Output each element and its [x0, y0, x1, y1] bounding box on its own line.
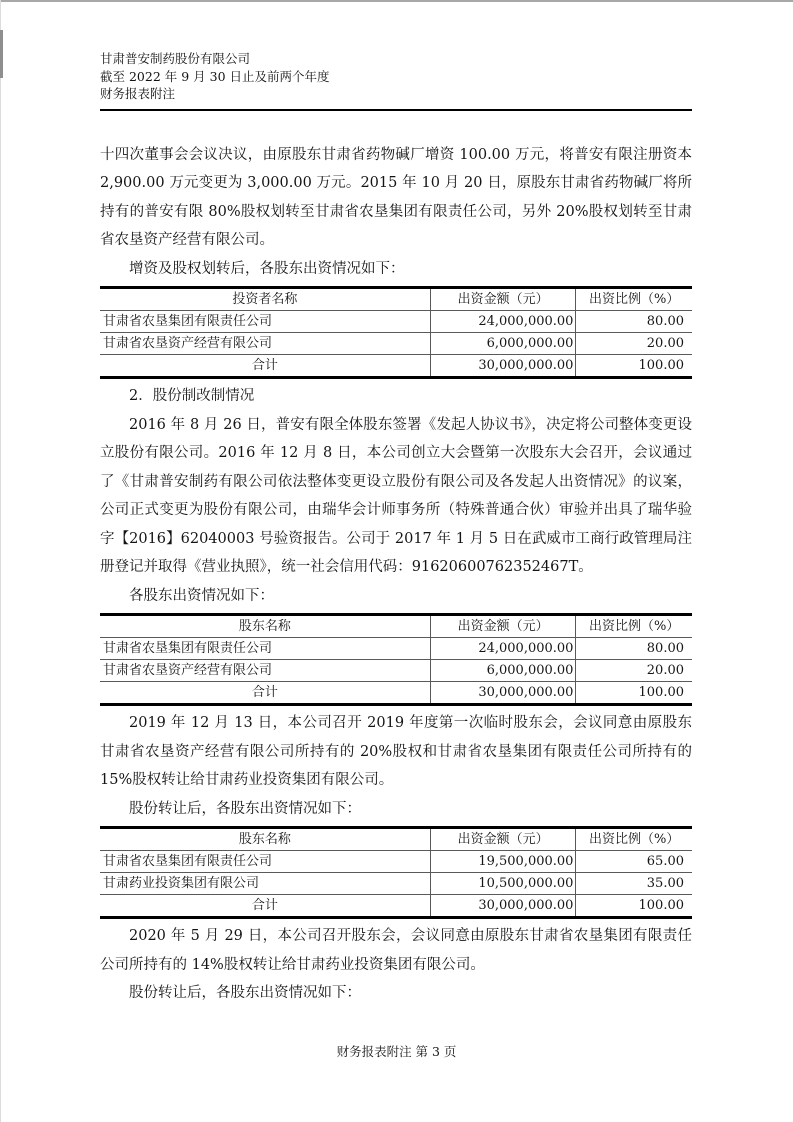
- contribution-ratio: 80.00: [576, 311, 692, 333]
- shareholders-table-1: [100, 286, 692, 379]
- document-body: [100, 141, 692, 1008]
- col-header-ratio: 出资比例（%）: [576, 828, 692, 851]
- shareholder-name: 甘肃省农垦集团有限责任公司: [100, 638, 430, 660]
- header-rule: [100, 109, 692, 111]
- intro-line-4: 股份转让后，各股东出资情况如下：: [129, 985, 361, 1001]
- total-label: 合计: [100, 682, 430, 705]
- contribution-amount: 10,500,000.00: [430, 873, 576, 895]
- total-amount: 30,000,000.00: [430, 355, 576, 378]
- contribution-ratio: 65.00: [576, 851, 692, 873]
- contribution-amount: 6,000,000.00: [430, 333, 576, 355]
- para-restructuring: 2016 年 8 月 26 日，普安有限全体股东签署《发起人协议书》，决定将公司整体变更设立股份有限公司。2016 年 12 月 8 日，本公司创立大会暨第一次股东大会召开，会议通过了《甘肃普安制药有限公司依法整体变更设立股份有限公司及各发起人出资情况》的议案，公司正式变更为股份有限公司，由瑞华会计师事务所（特殊普通合伙）审验并出具了瑞华验字【2016】62040003 号验资报告。公司于 2017 年 1 月 5 日在武威市工商行政管理局注册登记并取得《营业执照》，统一社会信用代码：91620600762352467T。: [100, 416, 692, 575]
- scan-left-edge-line: [0, 0, 1, 1122]
- page-footer: 财务报表附注 第 3 页: [336, 1044, 457, 1059]
- contribution-amount: 24,000,000.00: [430, 638, 576, 660]
- shareholders-table-2: [100, 613, 692, 706]
- total-label: 合计: [100, 355, 430, 378]
- table-row: [100, 333, 692, 355]
- col-header-shareholder-name: 股东名称: [100, 615, 430, 638]
- section-heading-2: 2．股份制改制情况: [129, 388, 255, 404]
- report-period: 截至 2022 年 9 月 30 日止及前两个年度: [100, 68, 330, 84]
- total-amount: 30,000,000.00: [430, 682, 576, 705]
- total-ratio: 100.00: [638, 897, 684, 913]
- shareholder-name: 甘肃省农垦集团有限责任公司: [100, 311, 430, 333]
- col-header-amount: 出资金额（元）: [430, 288, 576, 311]
- shareholder-name: 甘肃药业投资集团有限公司: [100, 873, 430, 895]
- company-name: 甘肃普安制药股份有限公司: [100, 51, 251, 66]
- document-header: [100, 50, 692, 103]
- table-row: [100, 873, 692, 895]
- total-ratio: 100.00: [638, 684, 684, 700]
- table-total-row: [100, 355, 692, 378]
- para-2020-transfer: 2020 年 5 月 29 日，本公司召开股东会，会议同意由原股东甘肃省农垦集团有限责任公司所持有的 14%股权转让给甘肃药业投资集团有限公司。: [100, 928, 692, 973]
- intro-line-3: 股份转让后，各股东出资情况如下：: [129, 800, 361, 817]
- table-header-row: [100, 615, 692, 638]
- total-label: 合计: [100, 895, 430, 918]
- contribution-ratio: 35.00: [576, 873, 692, 895]
- total-ratio: 100.00: [638, 357, 684, 373]
- table-header-row: [100, 828, 692, 851]
- shareholder-name: 甘肃省农垦资产经营有限公司: [100, 333, 430, 355]
- contribution-amount: 19,500,000.00: [430, 851, 576, 873]
- para-continuation: 十四次董事会会议决议，由原股东甘肃省药物碱厂增资 100.00 万元，将普安有限注册资本 2,900.00 万元变更为 3,000.00 万元。2015 年 10 月 20 日，原股东甘肃省药物碱厂将所持有的普安有限 80%股权划转至甘肃省农垦集团有限责任公司，另外 20%股权划转至甘肃省农垦资产经营有限公司。: [100, 146, 692, 248]
- intro-line-1: 增资及股权划转后，各股东出资情况如下：: [129, 260, 405, 277]
- table-total-row: [100, 895, 692, 918]
- col-header-ratio: 出资比例（%）: [576, 615, 692, 638]
- scan-top-edge-line: [0, 0, 793, 2]
- total-amount: 30,000,000.00: [430, 895, 576, 918]
- table-row: [100, 851, 692, 873]
- contribution-ratio: 80.00: [576, 638, 692, 660]
- contribution-amount: 24,000,000.00: [430, 311, 576, 333]
- col-header-amount: 出资金额（元）: [430, 615, 576, 638]
- shareholder-name: 甘肃省农垦集团有限责任公司: [100, 851, 430, 873]
- table-row: [100, 660, 692, 682]
- contribution-amount: 6,000,000.00: [430, 660, 576, 682]
- table-total-row: [100, 682, 692, 705]
- contribution-ratio: 20.00: [576, 660, 692, 682]
- shareholders-table-3: [100, 826, 692, 919]
- doc-title: 财务报表附注: [100, 86, 176, 101]
- shareholder-name: 甘肃省农垦资产经营有限公司: [100, 660, 430, 682]
- scan-left-edge-mark: [0, 30, 3, 78]
- col-header-shareholder-name: 股东名称: [100, 828, 430, 851]
- intro-line-2: 各股东出资情况如下：: [129, 587, 274, 604]
- col-header-amount: 出资金额（元）: [430, 828, 576, 851]
- contribution-ratio: 20.00: [576, 333, 692, 355]
- para-2019-transfer: 2019 年 12 月 13 日，本公司召开 2019 年度第一次临时股东会，会议同意由原股东甘肃省农垦资产经营有限公司所持有的 20%股权和甘肃省农垦集团有限责任公司所持有的 15%股权转让给甘肃药业投资集团有限公司。: [100, 715, 692, 788]
- table-header-row: [100, 288, 692, 311]
- col-header-investor-name: 投资者名称: [100, 288, 430, 311]
- col-header-ratio: 出资比例（%）: [576, 288, 692, 311]
- table-row: [100, 311, 692, 333]
- table-row: [100, 638, 692, 660]
